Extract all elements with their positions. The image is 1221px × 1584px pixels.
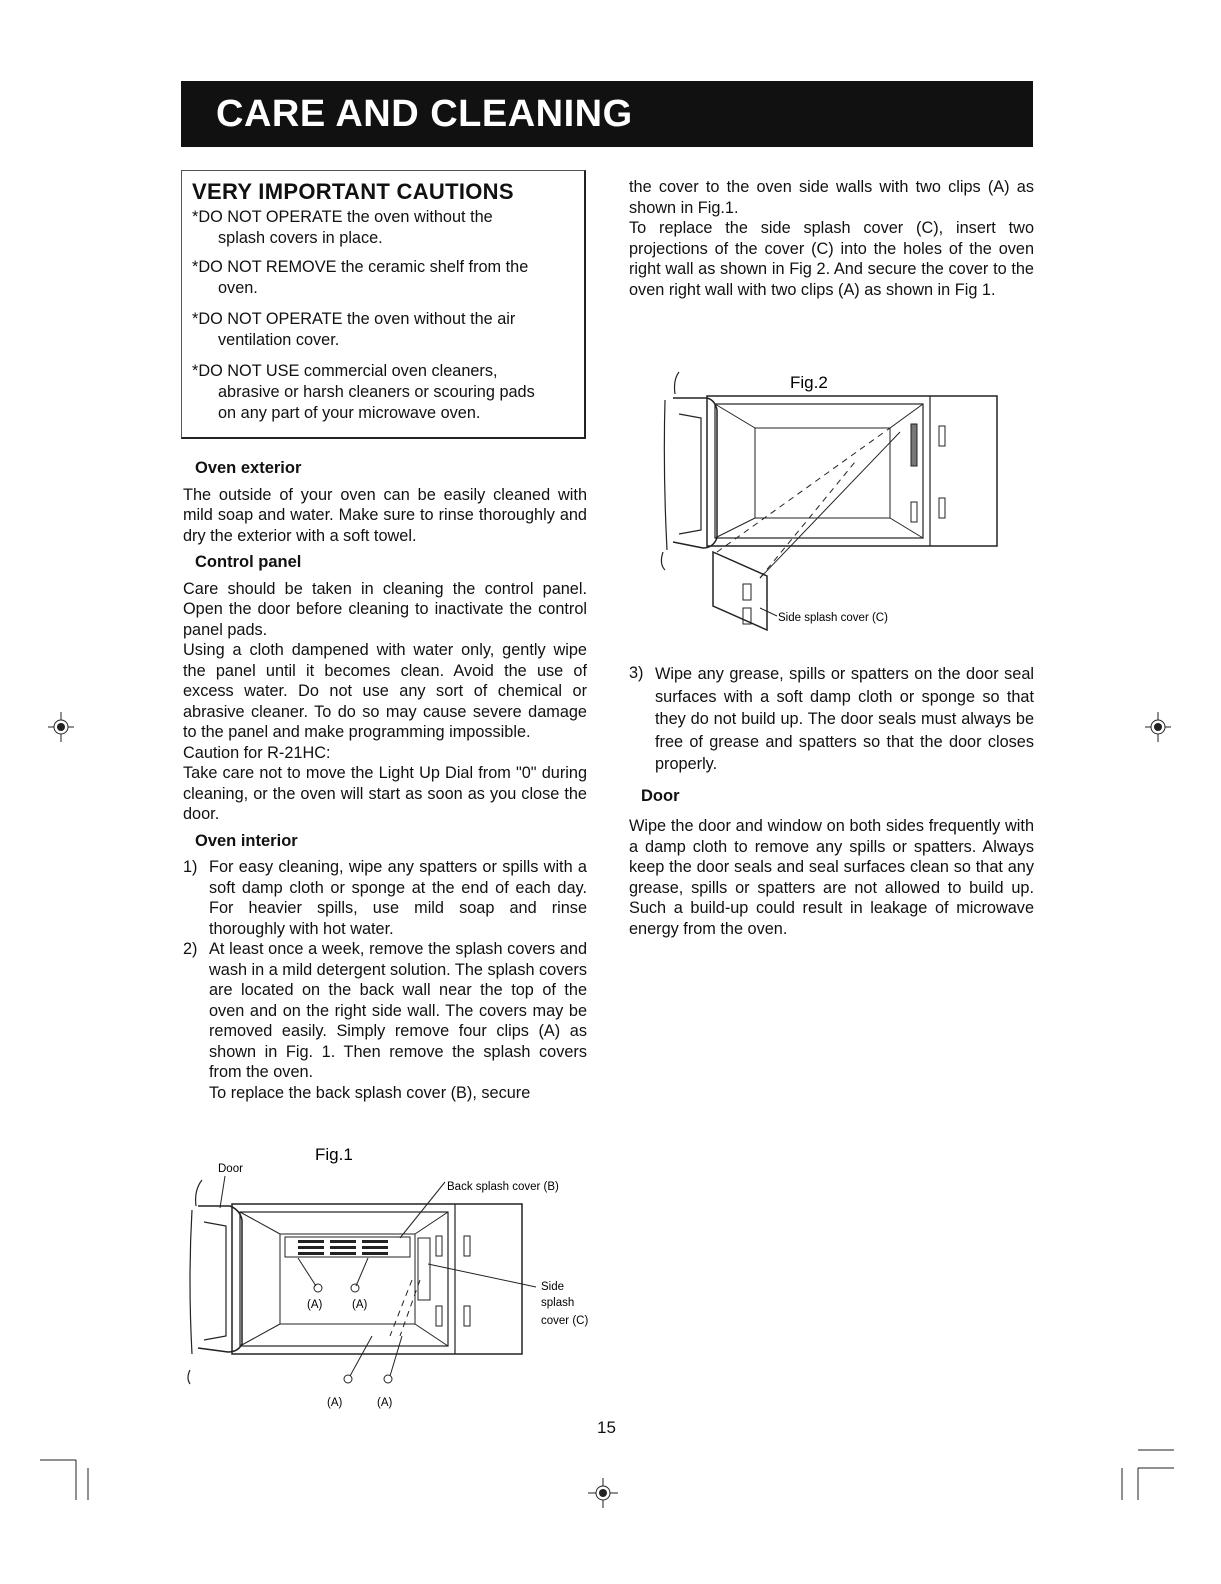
registration-mark-icon [588, 1478, 618, 1508]
crop-mark-icon [1118, 1440, 1178, 1500]
oven-interior-heading: Oven interior [195, 831, 298, 850]
caution-text: Take care not to move the Light Up Dial from "0" during cleaning, or the oven will start as soon as you close the door. [183, 764, 587, 823]
list-item: 1) For easy cleaning, wipe any spatters or spills with a soft damp cloth or sponge at the end of each day. For heavier spills, use mild soap and rinse thoroughly with hot water. [183, 858, 587, 938]
fig1-clip-label: (A) [307, 1299, 323, 1311]
registration-mark-icon [48, 712, 74, 742]
control-panel-text-2: Using a cloth dampened with water only, gently wipe the panel until it becomes clean. Avoid the use of excess water. Do not use any sort of chemical or abrasive cleaner. To do so may cause severe damage to the panel and make programming impossible. [183, 641, 587, 741]
fig1-door-label: Door [218, 1163, 243, 1175]
fig1-back-cover-label: Back splash cover (B) [447, 1181, 559, 1193]
fig1-side-cover-label: Side [541, 1281, 565, 1293]
continued-text-2: To replace the side splash cover (C), insert two projections of the cover (C) into the holes of the oven right wall as shown in Fig 2. And secure the cover to the oven right wall with two clips (A) as shown in Fig 1. [629, 219, 1034, 299]
caution-item: *DO NOT USE commercial oven cleaners, abrasive or harsh cleaners or scouring pads on any part of your microwave oven. [192, 362, 535, 422]
control-panel-heading: Control panel [195, 553, 302, 571]
fig1-caption: Fig.1 [315, 1145, 353, 1164]
control-panel-text-1: Care should be taken in cleaning the control panel. Open the door before cleaning to inactivate the control panel pads. [183, 579, 587, 639]
list-item: 2) At least once a week, remove the splash covers and wash in a mild detergent solution. The splash covers are located on the back wall near the top of the oven and on the right side wall. The covers may be removed easily. Simply remove four clips (A) as shown in Fig. 1. Then remove the splash covers from the oven. To replace the back splash cover (B), secure [183, 940, 587, 1102]
continued-text-1: the cover to the oven side walls with two clips (A) as shown in Fig.1. [629, 178, 1034, 217]
door-text: Wipe the door and window on both sides frequently with a damp cloth to remove any spills or spatters. Always keep the door seals and seal surfaces clean so that any grease, spills or spatters are not allowed to build up. Such a build-up could result in leakage of microwave energy from the oven. [629, 817, 1034, 938]
fig1-clip-label: (A) [352, 1299, 368, 1311]
figure-2-diagram [655, 362, 1005, 642]
right-column-top [629, 177, 1034, 300]
caution-item: *DO NOT OPERATE the oven without the splash covers in place. [192, 208, 493, 247]
cautions-box [181, 170, 586, 439]
crop-mark-icon [40, 1440, 100, 1500]
fig1-side-cover-label: cover (C) [541, 1315, 589, 1327]
door-heading: Door [641, 786, 680, 805]
fig1-clip-label: (A) [377, 1397, 393, 1409]
section-banner [181, 81, 1033, 147]
section-title: CARE AND CLEANING [216, 93, 633, 135]
fig2-caption: Fig.2 [790, 373, 828, 392]
fig2-side-cover-label: Side splash cover (C) [778, 612, 888, 624]
cautions-title: VERY IMPORTANT CAUTIONS [192, 179, 514, 204]
list-item: 3) Wipe any grease, spills or spatters on the door seal surfaces with a soft damp cloth or sponge so that they do not build up. The door seals must always be free of grease and spatters so that the door closes properly. [629, 664, 1034, 773]
caution-label: Caution for R-21HC: [183, 743, 331, 762]
fig1-clip-label: (A) [327, 1397, 343, 1409]
fig1-side-cover-label: splash [541, 1297, 575, 1309]
figure-1-diagram [180, 1140, 620, 1410]
oven-exterior-text: The outside of your oven can be easily cleaned with mild soap and water. Make sure to rinse thoroughly and dry the exterior with a soft towel. [183, 485, 587, 545]
left-column [183, 458, 587, 1103]
caution-item: *DO NOT OPERATE the oven without the air ventilation cover. [192, 310, 516, 349]
right-column-bottom [629, 663, 1034, 939]
oven-exterior-heading: Oven exterior [195, 459, 302, 477]
caution-item: *DO NOT REMOVE the ceramic shelf from the oven. [192, 258, 529, 297]
page-number: 15 [597, 1418, 616, 1437]
registration-mark-icon [1145, 712, 1171, 742]
